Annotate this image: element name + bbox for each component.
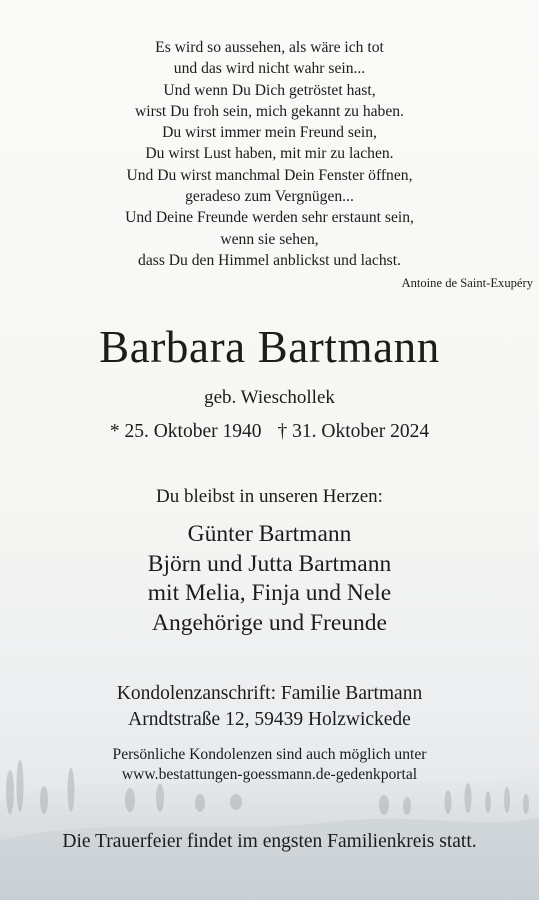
poem-line: Und Deine Freunde werden sehr erstaunt sein, — [125, 209, 414, 227]
poem-line: wenn sie sehen, — [220, 230, 319, 248]
poem-line: Du wirst immer mein Freund sein, — [162, 124, 377, 142]
poem — [0, 37, 539, 271]
poem-line: dass Du den Himmel anblickst und lachst. — [138, 251, 401, 269]
deceased-name: Barbara Bartmann — [99, 322, 440, 372]
death-date: † 31. Oktober 2024 — [277, 421, 430, 442]
mourner-line: Angehörige und Freunde — [152, 609, 387, 636]
mourners-list — [0, 520, 539, 638]
condolence-address-line: Arndtstraße 12, 59439 Holzwickede — [128, 709, 411, 730]
poem-author: Antoine de Saint-Exupéry — [401, 276, 533, 290]
birth-date: * 25. Oktober 1940 — [109, 421, 262, 442]
birth-name: geb. Wieschollek — [204, 387, 335, 408]
online-condolence-url: www.bestattungen-goessmann.de-gedenkportal — [121, 766, 418, 783]
poem-line: Du wirst Lust haben, mit mir zu lachen. — [145, 145, 394, 163]
poem-line: Es wird so aussehen, als wäre ich tot — [155, 39, 384, 56]
mourner-line: Günter Bartmann — [187, 521, 352, 547]
condolence-address — [0, 681, 539, 733]
life-dates — [0, 419, 539, 445]
condolence-address-line: Kondolenzanschrift: Familie Bartmann — [116, 683, 423, 704]
online-condolence-text: Persönliche Kondolenzen sind auch möglich unter — [112, 746, 427, 763]
poem-line: Und wenn Du Dich getröstet hast, — [163, 81, 376, 99]
mourner-line: mit Melia, Finja und Nele — [147, 580, 392, 606]
poem-line: Und Du wirst manchmal Dein Fenster öffnen, — [126, 166, 413, 184]
funeral-notice: Die Trauerfeier findet im engsten Familienkreis statt. — [62, 831, 477, 852]
mourners-intro: Du bleibst in unseren Herzen: — [156, 486, 383, 507]
poem-line: und das wird nicht wahr sein... — [173, 60, 366, 78]
online-condolence — [0, 745, 539, 785]
poem-line: geradeso zum Vergnügen... — [185, 188, 354, 206]
poem-line: wirst Du froh sein, mich gekannt zu haben. — [135, 102, 404, 120]
mourner-line: Björn und Jutta Bartmann — [147, 550, 392, 577]
